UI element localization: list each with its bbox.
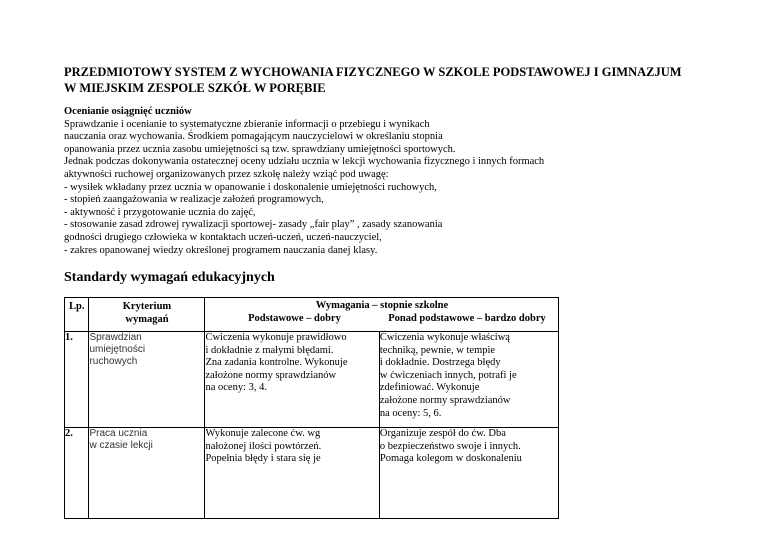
advanced-line: zdefiniować. Wykonuje (379, 382, 480, 394)
criterion-line: Praca ucznia (89, 428, 148, 439)
basic-line: i dokładnie z małymi błędami. (205, 344, 334, 356)
basic-line: założone normy sprawdzianów (205, 369, 337, 381)
criterion-line: w czasie lekcji (89, 440, 153, 451)
title-line-2: W MIEJSKIM ZESPOLE SZKÓŁ W PORĘBIE (64, 81, 326, 95)
advanced-line: założone normy sprawdzianów (379, 394, 511, 406)
advanced-line: Ćwiczenia wykonuje właściwą (379, 332, 510, 343)
advanced-line: na oceny: 5, 6. (379, 407, 442, 419)
criterion-line: ruchowych (89, 356, 138, 367)
advanced-line: i dokładnie. Dostrzega błędy (379, 357, 501, 369)
section-title: Standardy wymagań edukacyjnych (64, 270, 275, 285)
title-line-1: PRZEDMIOTOWY SYSTEM Z WYCHOWANIA FIZYCZNEGO W SZKOLE PODSTAWOWEJ I GIMNAZJUM (64, 65, 682, 79)
basic-line: nałożonej ilości powtórzeń. (205, 440, 322, 452)
advanced-line: Pomaga kolegom w doskonaleniu (379, 453, 522, 465)
row-advanced (379, 428, 559, 519)
intro-line: Sprawdzanie i ocenianie to systematyczne zbieranie informacji o przebiegu i wynikach (64, 118, 430, 130)
intro-line: - stosowanie zasad zdrowej rywalizacji sportowej- zasady „fair play” , zasady szanowania (64, 219, 443, 231)
header-requirements (205, 298, 559, 332)
page-title (64, 64, 724, 96)
intro-section (64, 106, 744, 257)
header-criterion (89, 298, 205, 332)
basic-line: Ćwiczenia wykonuje prawidłowo (205, 332, 347, 343)
row-basic (205, 428, 379, 519)
basic-line: Zna zadania kontrolne. Wykonuje (205, 357, 348, 369)
intro-line: opanowania przez ucznia zasobu umiejętności są tzw. sprawdziany umiejętności sportowych. (64, 143, 456, 155)
row-criterion (89, 332, 205, 428)
standards-table (64, 297, 559, 519)
row-criterion (89, 428, 205, 519)
intro-line: nauczania oraz wychowania. Środkiem pomagającym nauczycielowi w określaniu stopnia (64, 131, 443, 143)
header-criterion-line: wymagań (125, 313, 169, 325)
advanced-line: techniką, pewnie, w tempie (379, 344, 496, 356)
table-row (65, 332, 559, 428)
header-basic: Podstawowe – dobry (248, 312, 341, 324)
header-criterion-line: Kryterium (122, 301, 172, 312)
advanced-line: w ćwiczeniach innych, potrafi je (379, 369, 517, 381)
row-number: 2. (65, 428, 89, 519)
header-lp: Lp. (65, 298, 89, 332)
basic-line: na oceny: 3, 4. (205, 382, 267, 394)
table-row (65, 428, 559, 519)
intro-line: - wysiłek wkładany przez ucznia w opanowanie i doskonalenie umiejętności ruchowych, (64, 181, 437, 193)
intro-line: - zakres opanowanej wiedzy określonej programem nauczania danej klasy. (64, 244, 378, 256)
row-advanced (379, 332, 559, 428)
intro-line: godności drugiego człowieka w kontaktach uczeń-uczeń, uczeń-nauczyciel, (64, 231, 382, 243)
intro-heading: Ocenianie osiągnięć uczniów (64, 106, 192, 117)
intro-line: - aktywność i przygotowanie ucznia do zajęć, (64, 206, 256, 218)
basic-line: Wykonuje zalecone ćw. wg (205, 428, 321, 439)
row-basic (205, 332, 379, 428)
advanced-line: o bezpieczeństwo swoje i innych. (379, 440, 521, 452)
criterion-line: umiejętności (89, 344, 146, 355)
header-requirements-title: Wymagania – stopnie szkolne (315, 300, 449, 311)
intro-line: - stopień zaangażowania w realizacje założeń programowych, (64, 194, 324, 206)
row-number: 1. (65, 332, 89, 428)
basic-line: Popełnia błędy i stara się je (205, 453, 321, 465)
intro-line: Jednak podczas dokonywania ostatecznej oceny udziału ucznia w lekcji wychowania fizycznego i innych formach (64, 156, 545, 168)
header-advanced: Ponad podstawowe – bardzo dobry (388, 312, 546, 324)
intro-line: aktywności ruchowej organizowanych przez szkołę należy wziąć pod uwagę: (64, 168, 389, 180)
criterion-line: Sprawdzian (89, 332, 142, 343)
advanced-line: Organizuje zespół do ćw. Dba (379, 428, 506, 439)
table-header-row (65, 298, 559, 332)
